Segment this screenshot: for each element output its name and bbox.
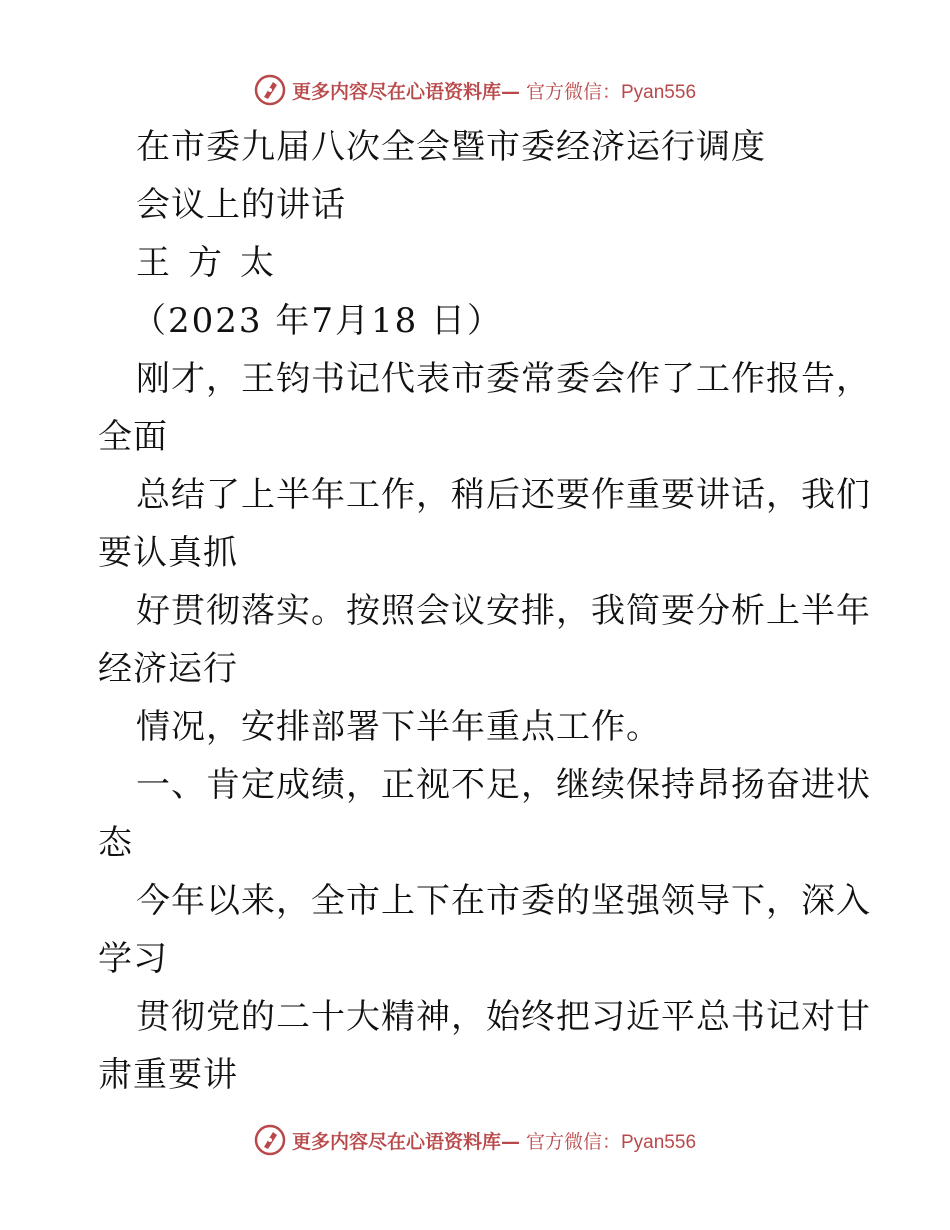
paragraph-line: 学习 [98,939,168,979]
document-title-line-2: 会议上的讲话 [136,185,346,225]
paragraph-line: 总结了上半年工作，稍后还要作重要讲话，我们 [136,475,871,515]
watermark-text: 更多内容尽在心语资料库— [291,1130,520,1153]
paragraph-line: 经济运行 [98,649,238,689]
header-watermark [0,70,950,110]
document-author: 王方太 [136,243,292,283]
document-date: （2023 年7月18 日） [132,301,504,341]
paragraph-line: 全面 [98,417,168,457]
document-paragraphs [98,350,871,1104]
paragraph-line: 要认真抓 [98,533,238,573]
document-title-line-1: 在市委九届八次全会暨市委经济运行调度 [136,127,766,167]
watermark-contact: 官方微信：Pyan556 [526,81,697,103]
pen-nib-icon [254,74,286,106]
paragraph-line: 好贯彻落实。按照会议安排，我简要分析上半年 [136,591,871,631]
document-body [98,118,871,1104]
footer-watermark [0,1120,950,1160]
watermark-contact: 官方微信：Pyan556 [526,1131,697,1153]
paragraph-line: 态 [98,823,133,863]
paragraph-line: 今年以来，全市上下在市委的坚强领导下，深入 [136,881,871,921]
pen-nib-icon [254,1124,286,1156]
paragraph-line: 肃重要讲 [98,1055,238,1095]
paragraph-line: 刚才，王钧书记代表市委常委会作了工作报告， [136,359,871,399]
paragraph-line: 情况，安排部署下半年重点工作。 [136,707,661,747]
paragraph-line: 一、肯定成绩，正视不足，继续保持昂扬奋进状 [136,765,871,805]
watermark-text: 更多内容尽在心语资料库— [291,80,520,103]
paragraph-line: 贯彻党的二十大精神，始终把习近平总书记对甘 [136,997,871,1037]
